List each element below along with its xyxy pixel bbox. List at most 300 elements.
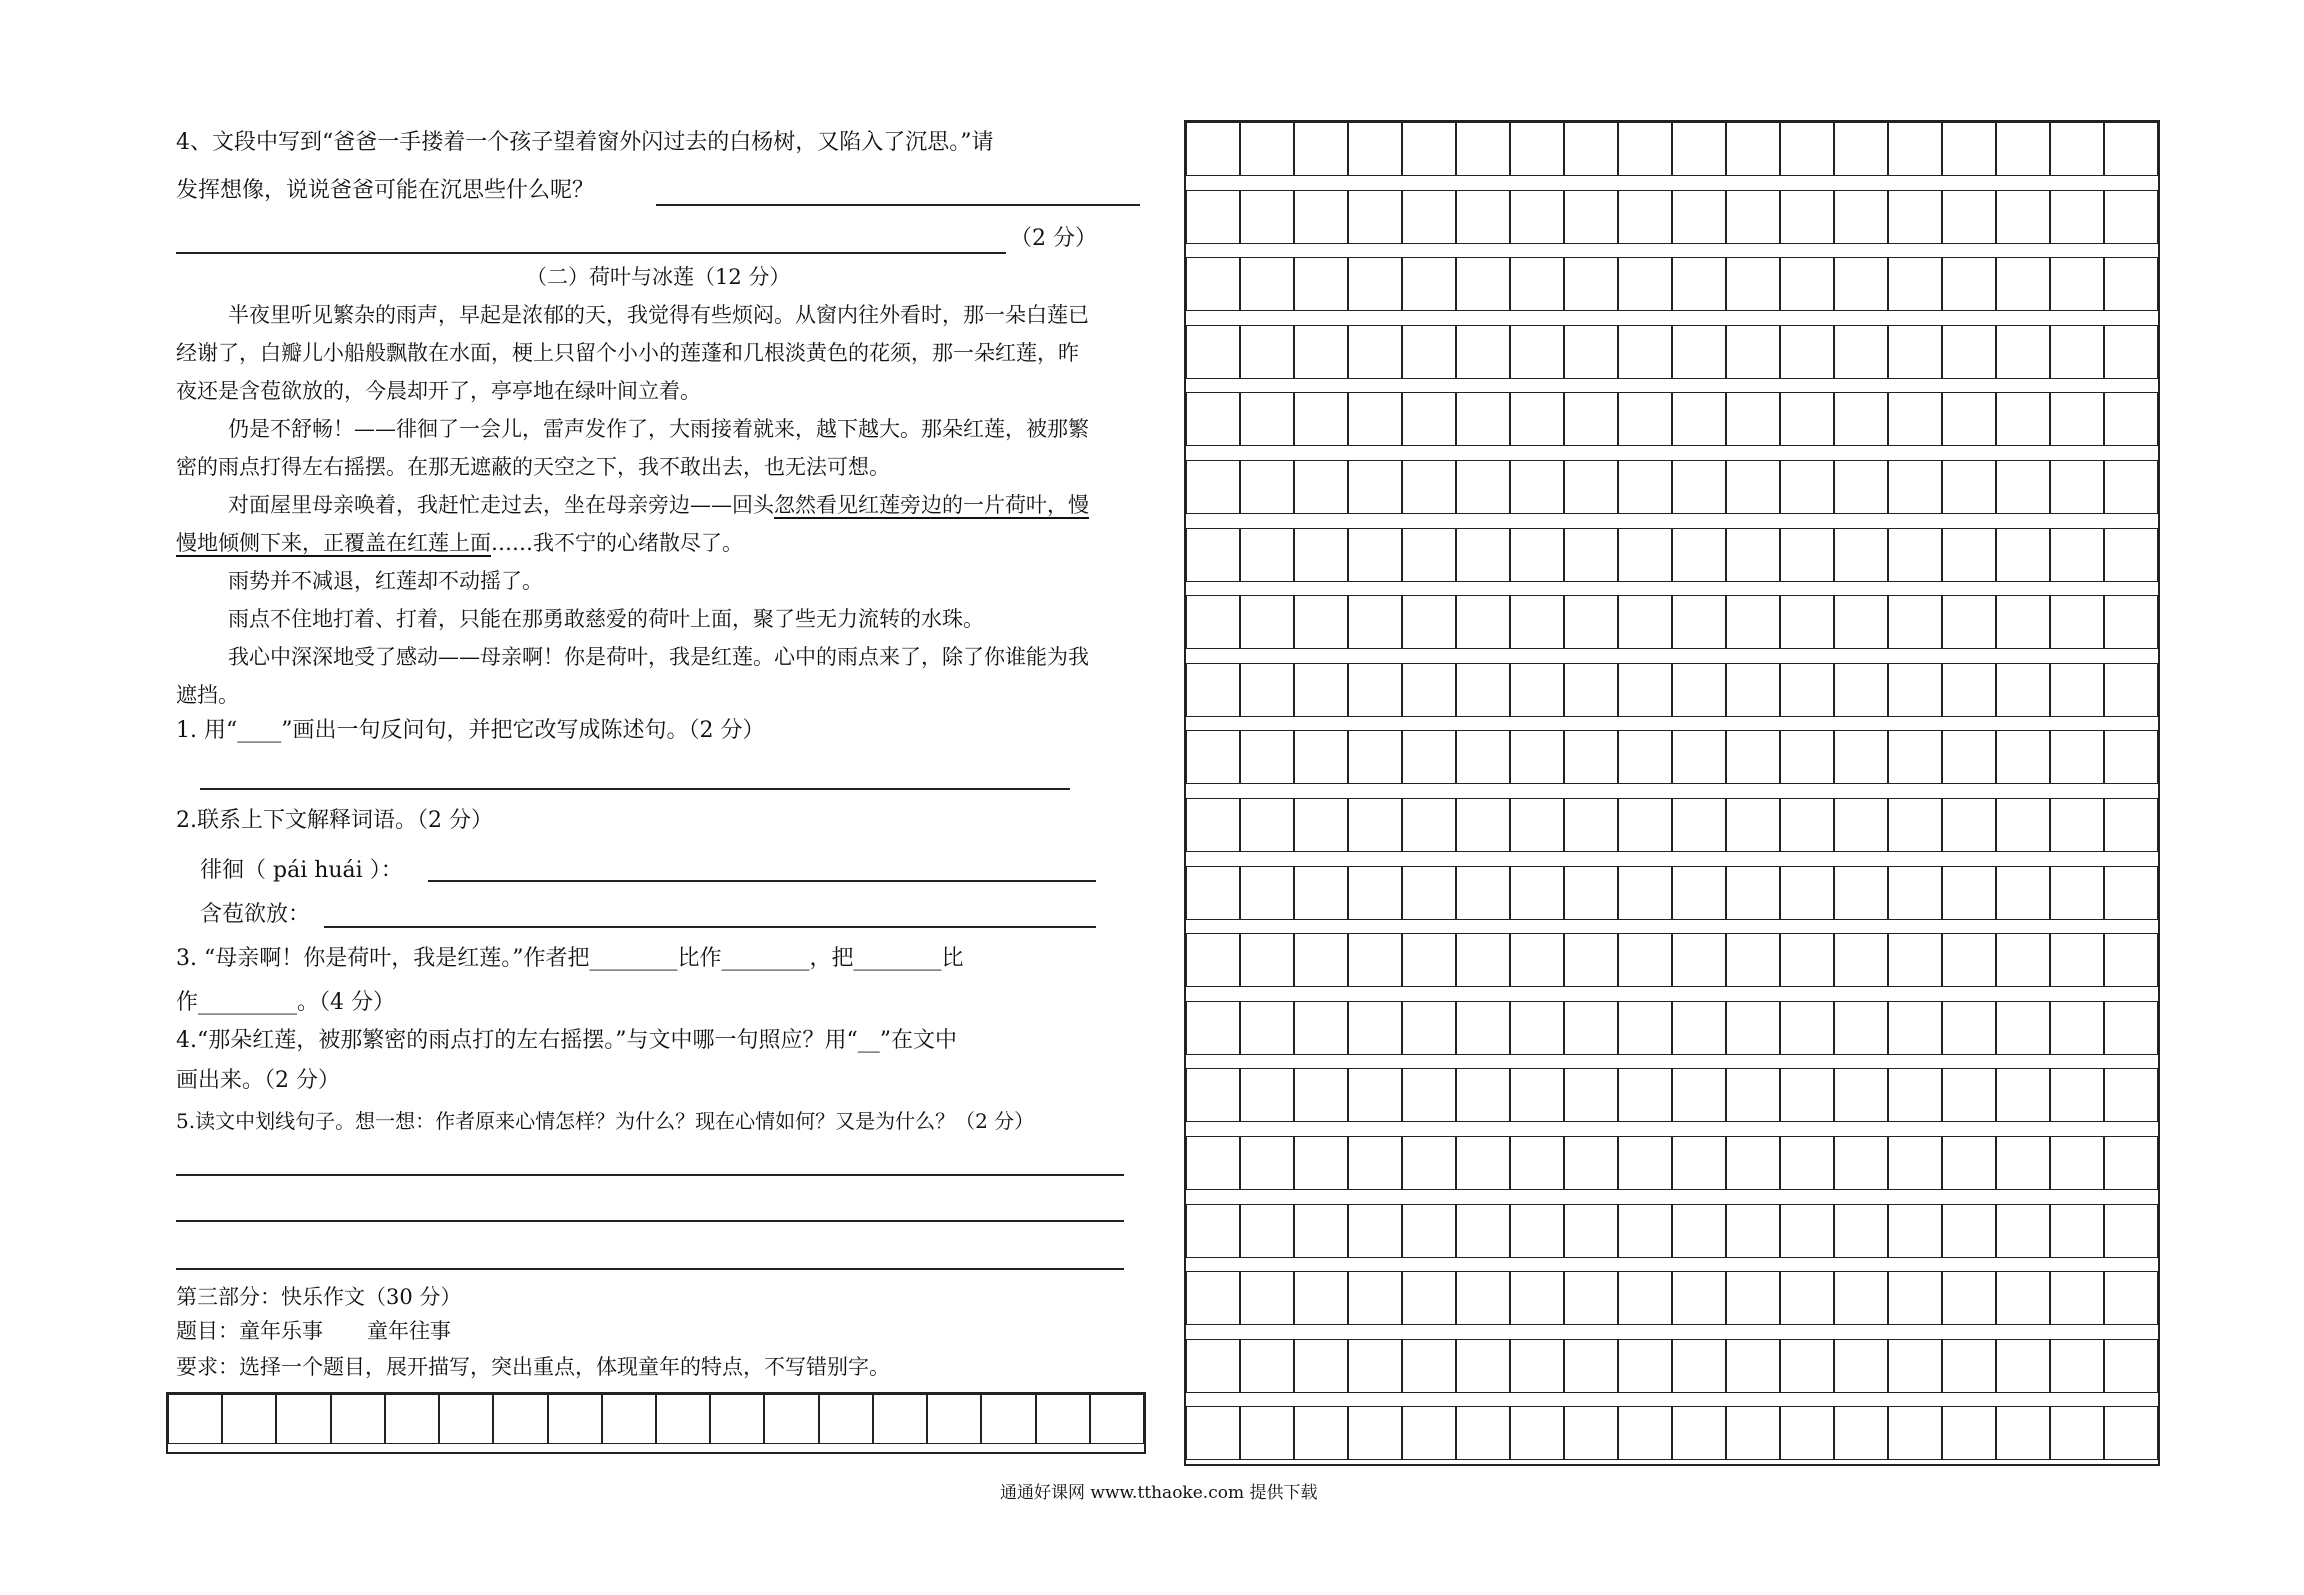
grid-cell[interactable] xyxy=(1942,730,1996,784)
grid-cell[interactable] xyxy=(1780,190,1834,244)
grid-cell[interactable] xyxy=(1780,866,1834,920)
grid-cell[interactable] xyxy=(1834,866,1888,920)
grid-cell[interactable] xyxy=(1402,730,1456,784)
grid-cell[interactable] xyxy=(1456,1406,1510,1460)
grid-cell[interactable] xyxy=(1186,528,1240,582)
grid-cell[interactable] xyxy=(1564,1406,1618,1460)
grid-cell[interactable] xyxy=(1780,1271,1834,1325)
grid-cell[interactable] xyxy=(1510,190,1564,244)
grid-cell[interactable] xyxy=(2050,122,2104,176)
grid-cell[interactable] xyxy=(1834,122,1888,176)
grid-cell[interactable] xyxy=(1996,1068,2050,1122)
grid-cell[interactable] xyxy=(1186,1406,1240,1460)
grid-cell[interactable] xyxy=(1888,595,1942,649)
grid-cell[interactable] xyxy=(1888,325,1942,379)
grid-cell[interactable] xyxy=(2050,866,2104,920)
grid-cell[interactable] xyxy=(1726,1204,1780,1258)
grid-cell[interactable] xyxy=(1942,257,1996,311)
grid-cell[interactable] xyxy=(1996,933,2050,987)
grid-cell[interactable] xyxy=(1942,663,1996,717)
writing-grid-right[interactable] xyxy=(1184,120,2160,1466)
grid-cell[interactable] xyxy=(1780,595,1834,649)
grid-cell[interactable] xyxy=(1348,1406,1402,1460)
grid-cell[interactable] xyxy=(1402,1136,1456,1190)
grid-cell[interactable] xyxy=(1240,663,1294,717)
grid-cell[interactable] xyxy=(222,1394,276,1444)
grid-cell[interactable] xyxy=(1090,1394,1144,1444)
grid-cell[interactable] xyxy=(1510,122,1564,176)
grid-cell[interactable] xyxy=(1834,1136,1888,1190)
grid-cell[interactable] xyxy=(1942,1339,1996,1393)
grid-cell[interactable] xyxy=(2104,1406,2158,1460)
grid-cell[interactable] xyxy=(1186,1136,1240,1190)
grid-cell[interactable] xyxy=(2104,190,2158,244)
grid-cell[interactable] xyxy=(2104,1271,2158,1325)
grid-cell[interactable] xyxy=(1402,122,1456,176)
grid-cell[interactable] xyxy=(2050,392,2104,446)
grid-cell[interactable] xyxy=(1618,1068,1672,1122)
grid-cell[interactable] xyxy=(1564,1271,1618,1325)
grid-cell[interactable] xyxy=(276,1394,330,1444)
grid-cell[interactable] xyxy=(1996,1339,2050,1393)
grid-cell[interactable] xyxy=(1348,1204,1402,1258)
grid-cell[interactable] xyxy=(1456,122,1510,176)
grid-cell[interactable] xyxy=(1240,730,1294,784)
grid-cell[interactable] xyxy=(981,1394,1035,1444)
grid-cell[interactable] xyxy=(1186,122,1240,176)
grid-cell[interactable] xyxy=(1996,1271,2050,1325)
grid-cell[interactable] xyxy=(1834,933,1888,987)
grid-cell[interactable] xyxy=(1672,528,1726,582)
grid-cell[interactable] xyxy=(1672,663,1726,717)
grid-cell[interactable] xyxy=(1672,866,1726,920)
grid-cell[interactable] xyxy=(2050,798,2104,852)
grid-cell[interactable] xyxy=(1780,730,1834,784)
grid-cell[interactable] xyxy=(1456,325,1510,379)
grid-cell[interactable] xyxy=(1402,1339,1456,1393)
grid-cell[interactable] xyxy=(1834,1204,1888,1258)
grid-cell[interactable] xyxy=(1618,1271,1672,1325)
grid-cell[interactable] xyxy=(1618,392,1672,446)
grid-cell[interactable] xyxy=(1510,1136,1564,1190)
grid-cell[interactable] xyxy=(1036,1394,1090,1444)
grid-cell[interactable] xyxy=(2104,1001,2158,1055)
grid-cell[interactable] xyxy=(1726,1339,1780,1393)
grid-cell[interactable] xyxy=(1348,190,1402,244)
grid-cell[interactable] xyxy=(2104,595,2158,649)
grid-cell[interactable] xyxy=(1348,1339,1402,1393)
grid-cell[interactable] xyxy=(1942,798,1996,852)
grid-cell[interactable] xyxy=(1888,663,1942,717)
answer-line[interactable] xyxy=(200,788,1070,790)
grid-cell[interactable] xyxy=(1726,730,1780,784)
grid-cell[interactable] xyxy=(1456,798,1510,852)
grid-cell[interactable] xyxy=(1834,1271,1888,1325)
grid-cell[interactable] xyxy=(1402,1001,1456,1055)
grid-cell[interactable] xyxy=(1834,730,1888,784)
grid-cell[interactable] xyxy=(1996,122,2050,176)
grid-cell[interactable] xyxy=(1564,1068,1618,1122)
grid-cell[interactable] xyxy=(1348,595,1402,649)
grid-cell[interactable] xyxy=(1672,1204,1726,1258)
grid-cell[interactable] xyxy=(1348,663,1402,717)
grid-cell[interactable] xyxy=(1996,1204,2050,1258)
grid-cell[interactable] xyxy=(1348,257,1402,311)
grid-cell[interactable] xyxy=(1996,866,2050,920)
grid-cell[interactable] xyxy=(1942,866,1996,920)
grid-cell[interactable] xyxy=(1726,663,1780,717)
grid-cell[interactable] xyxy=(548,1394,602,1444)
grid-cell[interactable] xyxy=(1780,392,1834,446)
grid-cell[interactable] xyxy=(1456,730,1510,784)
grid-cell[interactable] xyxy=(819,1394,873,1444)
grid-cell[interactable] xyxy=(1672,798,1726,852)
grid-cell[interactable] xyxy=(1834,798,1888,852)
grid-cell[interactable] xyxy=(1672,933,1726,987)
grid-cell[interactable] xyxy=(2050,257,2104,311)
grid-cell[interactable] xyxy=(1834,663,1888,717)
grid-cell[interactable] xyxy=(1510,325,1564,379)
grid-cell[interactable] xyxy=(1348,122,1402,176)
grid-cell[interactable] xyxy=(1618,595,1672,649)
grid-cell[interactable] xyxy=(2050,528,2104,582)
grid-cell[interactable] xyxy=(1726,190,1780,244)
grid-cell[interactable] xyxy=(1888,392,1942,446)
grid-cell[interactable] xyxy=(1456,257,1510,311)
grid-cell[interactable] xyxy=(1888,1204,1942,1258)
grid-cell[interactable] xyxy=(1996,460,2050,514)
grid-cell[interactable] xyxy=(1888,1001,1942,1055)
grid-cell[interactable] xyxy=(1618,1406,1672,1460)
grid-cell[interactable] xyxy=(1726,866,1780,920)
grid-cell[interactable] xyxy=(1456,1271,1510,1325)
grid-cell[interactable] xyxy=(2104,528,2158,582)
grid-cell[interactable] xyxy=(2104,460,2158,514)
grid-cell[interactable] xyxy=(1672,595,1726,649)
grid-cell[interactable] xyxy=(1510,460,1564,514)
grid-cell[interactable] xyxy=(1942,1136,1996,1190)
grid-cell[interactable] xyxy=(1402,460,1456,514)
grid-cell[interactable] xyxy=(1294,1271,1348,1325)
grid-cell[interactable] xyxy=(1780,528,1834,582)
grid-cell[interactable] xyxy=(1402,1406,1456,1460)
grid-cell[interactable] xyxy=(1726,798,1780,852)
grid-cell[interactable] xyxy=(1186,257,1240,311)
grid-cell[interactable] xyxy=(1240,798,1294,852)
grid-cell[interactable] xyxy=(1672,1406,1726,1460)
grid-cell[interactable] xyxy=(1618,730,1672,784)
grid-cell[interactable] xyxy=(2104,1339,2158,1393)
grid-cell[interactable] xyxy=(1834,392,1888,446)
grid-cell[interactable] xyxy=(2104,325,2158,379)
grid-cell[interactable] xyxy=(1672,1001,1726,1055)
grid-cell[interactable] xyxy=(385,1394,439,1444)
grid-cell[interactable] xyxy=(1942,325,1996,379)
grid-cell[interactable] xyxy=(1402,528,1456,582)
grid-cell[interactable] xyxy=(1564,392,1618,446)
grid-cell[interactable] xyxy=(1726,257,1780,311)
grid-cell[interactable] xyxy=(1996,392,2050,446)
grid-cell[interactable] xyxy=(1564,730,1618,784)
grid-cell[interactable] xyxy=(1834,595,1888,649)
grid-cell[interactable] xyxy=(1294,1406,1348,1460)
grid-cell[interactable] xyxy=(1672,257,1726,311)
grid-cell[interactable] xyxy=(1564,595,1618,649)
grid-cell[interactable] xyxy=(1996,730,2050,784)
grid-cell[interactable] xyxy=(1510,595,1564,649)
grid-cell[interactable] xyxy=(1672,1136,1726,1190)
answer-line[interactable] xyxy=(324,926,1096,928)
grid-cell[interactable] xyxy=(1888,730,1942,784)
grid-cell[interactable] xyxy=(1456,663,1510,717)
grid-cell[interactable] xyxy=(2050,325,2104,379)
grid-cell[interactable] xyxy=(1672,460,1726,514)
grid-cell[interactable] xyxy=(1348,528,1402,582)
writing-grid-left[interactable] xyxy=(166,1392,1146,1454)
grid-cell[interactable] xyxy=(1294,325,1348,379)
grid-cell[interactable] xyxy=(710,1394,764,1444)
grid-cell[interactable] xyxy=(1996,663,2050,717)
grid-cell[interactable] xyxy=(1780,798,1834,852)
grid-cell[interactable] xyxy=(1564,866,1618,920)
grid-cell[interactable] xyxy=(1402,392,1456,446)
grid-cell[interactable] xyxy=(1672,325,1726,379)
grid-cell[interactable] xyxy=(1186,663,1240,717)
grid-cell[interactable] xyxy=(1240,257,1294,311)
grid-cell[interactable] xyxy=(1942,460,1996,514)
grid-cell[interactable] xyxy=(1240,460,1294,514)
grid-cell[interactable] xyxy=(1186,866,1240,920)
grid-cell[interactable] xyxy=(331,1394,385,1444)
grid-cell[interactable] xyxy=(1564,257,1618,311)
grid-cell[interactable] xyxy=(764,1394,818,1444)
grid-cell[interactable] xyxy=(1240,392,1294,446)
grid-cell[interactable] xyxy=(1618,1339,1672,1393)
grid-cell[interactable] xyxy=(1780,1406,1834,1460)
grid-cell[interactable] xyxy=(1510,1001,1564,1055)
grid-cell[interactable] xyxy=(1240,190,1294,244)
grid-cell[interactable] xyxy=(1618,257,1672,311)
grid-cell[interactable] xyxy=(1564,528,1618,582)
grid-cell[interactable] xyxy=(1888,1339,1942,1393)
grid-cell[interactable] xyxy=(1294,1001,1348,1055)
grid-cell[interactable] xyxy=(2104,730,2158,784)
grid-cell[interactable] xyxy=(493,1394,547,1444)
grid-cell[interactable] xyxy=(1240,1068,1294,1122)
grid-cell[interactable] xyxy=(1294,663,1348,717)
grid-cell[interactable] xyxy=(1186,1339,1240,1393)
grid-cell[interactable] xyxy=(1402,1068,1456,1122)
grid-cell[interactable] xyxy=(1456,933,1510,987)
grid-cell[interactable] xyxy=(1834,528,1888,582)
grid-cell[interactable] xyxy=(1726,392,1780,446)
grid-cell[interactable] xyxy=(1456,595,1510,649)
grid-cell[interactable] xyxy=(1186,460,1240,514)
grid-cell[interactable] xyxy=(1942,528,1996,582)
grid-cell[interactable] xyxy=(1564,1001,1618,1055)
grid-cell[interactable] xyxy=(1348,325,1402,379)
grid-cell[interactable] xyxy=(1834,1068,1888,1122)
grid-cell[interactable] xyxy=(1888,528,1942,582)
grid-cell[interactable] xyxy=(1402,325,1456,379)
grid-cell[interactable] xyxy=(1564,798,1618,852)
grid-cell[interactable] xyxy=(2104,798,2158,852)
grid-cell[interactable] xyxy=(1888,122,1942,176)
grid-cell[interactable] xyxy=(927,1394,981,1444)
grid-cell[interactable] xyxy=(1780,257,1834,311)
grid-cell[interactable] xyxy=(1726,933,1780,987)
grid-cell[interactable] xyxy=(1186,595,1240,649)
grid-cell[interactable] xyxy=(1240,595,1294,649)
answer-line[interactable] xyxy=(176,1220,1124,1222)
answer-line[interactable] xyxy=(176,1268,1124,1270)
grid-cell[interactable] xyxy=(1780,1068,1834,1122)
grid-cell[interactable] xyxy=(1888,190,1942,244)
grid-cell[interactable] xyxy=(2050,1068,2104,1122)
grid-cell[interactable] xyxy=(1888,1068,1942,1122)
grid-cell[interactable] xyxy=(1996,798,2050,852)
grid-cell[interactable] xyxy=(1402,595,1456,649)
grid-cell[interactable] xyxy=(1834,1406,1888,1460)
grid-cell[interactable] xyxy=(1942,933,1996,987)
grid-cell[interactable] xyxy=(1564,460,1618,514)
grid-cell[interactable] xyxy=(1780,325,1834,379)
grid-cell[interactable] xyxy=(1564,325,1618,379)
answer-line[interactable] xyxy=(176,1174,1124,1176)
grid-cell[interactable] xyxy=(1456,392,1510,446)
grid-cell[interactable] xyxy=(1564,1204,1618,1258)
grid-cell[interactable] xyxy=(168,1394,222,1444)
grid-cell[interactable] xyxy=(1780,460,1834,514)
grid-cell[interactable] xyxy=(1294,595,1348,649)
grid-cell[interactable] xyxy=(1348,798,1402,852)
grid-cell[interactable] xyxy=(1510,392,1564,446)
grid-cell[interactable] xyxy=(1186,730,1240,784)
grid-cell[interactable] xyxy=(1402,1204,1456,1258)
grid-cell[interactable] xyxy=(1294,798,1348,852)
answer-line[interactable] xyxy=(428,880,1096,882)
grid-cell[interactable] xyxy=(2050,1136,2104,1190)
grid-cell[interactable] xyxy=(1510,1271,1564,1325)
grid-cell[interactable] xyxy=(1510,730,1564,784)
grid-cell[interactable] xyxy=(1618,122,1672,176)
grid-cell[interactable] xyxy=(2104,122,2158,176)
grid-cell[interactable] xyxy=(2104,392,2158,446)
grid-cell[interactable] xyxy=(1780,1001,1834,1055)
grid-cell[interactable] xyxy=(1888,1406,1942,1460)
grid-cell[interactable] xyxy=(1402,190,1456,244)
grid-cell[interactable] xyxy=(1726,1406,1780,1460)
grid-cell[interactable] xyxy=(1888,1136,1942,1190)
grid-cell[interactable] xyxy=(2104,1068,2158,1122)
grid-cell[interactable] xyxy=(2050,1204,2104,1258)
grid-cell[interactable] xyxy=(1780,1339,1834,1393)
grid-cell[interactable] xyxy=(1510,528,1564,582)
grid-cell[interactable] xyxy=(1942,1271,1996,1325)
grid-cell[interactable] xyxy=(1618,866,1672,920)
grid-cell[interactable] xyxy=(1294,730,1348,784)
grid-cell[interactable] xyxy=(1348,866,1402,920)
grid-cell[interactable] xyxy=(1240,1271,1294,1325)
grid-cell[interactable] xyxy=(1618,663,1672,717)
grid-cell[interactable] xyxy=(2050,933,2104,987)
grid-cell[interactable] xyxy=(1942,1001,1996,1055)
grid-cell[interactable] xyxy=(1510,866,1564,920)
grid-cell[interactable] xyxy=(1294,392,1348,446)
grid-cell[interactable] xyxy=(2104,257,2158,311)
grid-cell[interactable] xyxy=(1348,730,1402,784)
grid-cell[interactable] xyxy=(2050,1339,2104,1393)
grid-cell[interactable] xyxy=(1834,190,1888,244)
grid-cell[interactable] xyxy=(1564,1136,1618,1190)
grid-cell[interactable] xyxy=(1294,1204,1348,1258)
grid-cell[interactable] xyxy=(1726,1136,1780,1190)
grid-cell[interactable] xyxy=(1780,1204,1834,1258)
grid-cell[interactable] xyxy=(1456,1068,1510,1122)
grid-cell[interactable] xyxy=(1996,1406,2050,1460)
grid-cell[interactable] xyxy=(1780,663,1834,717)
grid-cell[interactable] xyxy=(1942,392,1996,446)
grid-cell[interactable] xyxy=(656,1394,710,1444)
grid-cell[interactable] xyxy=(1348,933,1402,987)
grid-cell[interactable] xyxy=(1618,460,1672,514)
grid-cell[interactable] xyxy=(1942,1406,1996,1460)
grid-cell[interactable] xyxy=(2050,663,2104,717)
grid-cell[interactable] xyxy=(1348,1068,1402,1122)
grid-cell[interactable] xyxy=(1834,325,1888,379)
grid-cell[interactable] xyxy=(1726,1271,1780,1325)
grid-cell[interactable] xyxy=(1996,257,2050,311)
grid-cell[interactable] xyxy=(1672,122,1726,176)
grid-cell[interactable] xyxy=(1726,1001,1780,1055)
grid-cell[interactable] xyxy=(1618,1136,1672,1190)
grid-cell[interactable] xyxy=(1348,1271,1402,1325)
grid-cell[interactable] xyxy=(1942,190,1996,244)
grid-cell[interactable] xyxy=(1240,528,1294,582)
grid-cell[interactable] xyxy=(1888,933,1942,987)
grid-cell[interactable] xyxy=(1888,798,1942,852)
grid-cell[interactable] xyxy=(1888,257,1942,311)
grid-cell[interactable] xyxy=(2050,190,2104,244)
grid-cell[interactable] xyxy=(1834,1339,1888,1393)
grid-cell[interactable] xyxy=(1402,257,1456,311)
grid-cell[interactable] xyxy=(1996,1136,2050,1190)
grid-cell[interactable] xyxy=(1510,798,1564,852)
grid-cell[interactable] xyxy=(1780,933,1834,987)
grid-cell[interactable] xyxy=(1402,1271,1456,1325)
grid-cell[interactable] xyxy=(1510,1339,1564,1393)
grid-cell[interactable] xyxy=(1294,1339,1348,1393)
grid-cell[interactable] xyxy=(1456,528,1510,582)
grid-cell[interactable] xyxy=(1618,325,1672,379)
grid-cell[interactable] xyxy=(1348,460,1402,514)
grid-cell[interactable] xyxy=(2104,1136,2158,1190)
grid-cell[interactable] xyxy=(1942,1068,1996,1122)
grid-cell[interactable] xyxy=(1240,1406,1294,1460)
grid-cell[interactable] xyxy=(1672,1271,1726,1325)
grid-cell[interactable] xyxy=(1942,1204,1996,1258)
grid-cell[interactable] xyxy=(1186,392,1240,446)
grid-cell[interactable] xyxy=(1294,190,1348,244)
grid-cell[interactable] xyxy=(1186,933,1240,987)
grid-cell[interactable] xyxy=(1564,933,1618,987)
grid-cell[interactable] xyxy=(2050,1271,2104,1325)
grid-cell[interactable] xyxy=(1240,933,1294,987)
grid-cell[interactable] xyxy=(1726,460,1780,514)
grid-cell[interactable] xyxy=(1348,392,1402,446)
grid-cell[interactable] xyxy=(1456,1204,1510,1258)
grid-cell[interactable] xyxy=(1618,933,1672,987)
